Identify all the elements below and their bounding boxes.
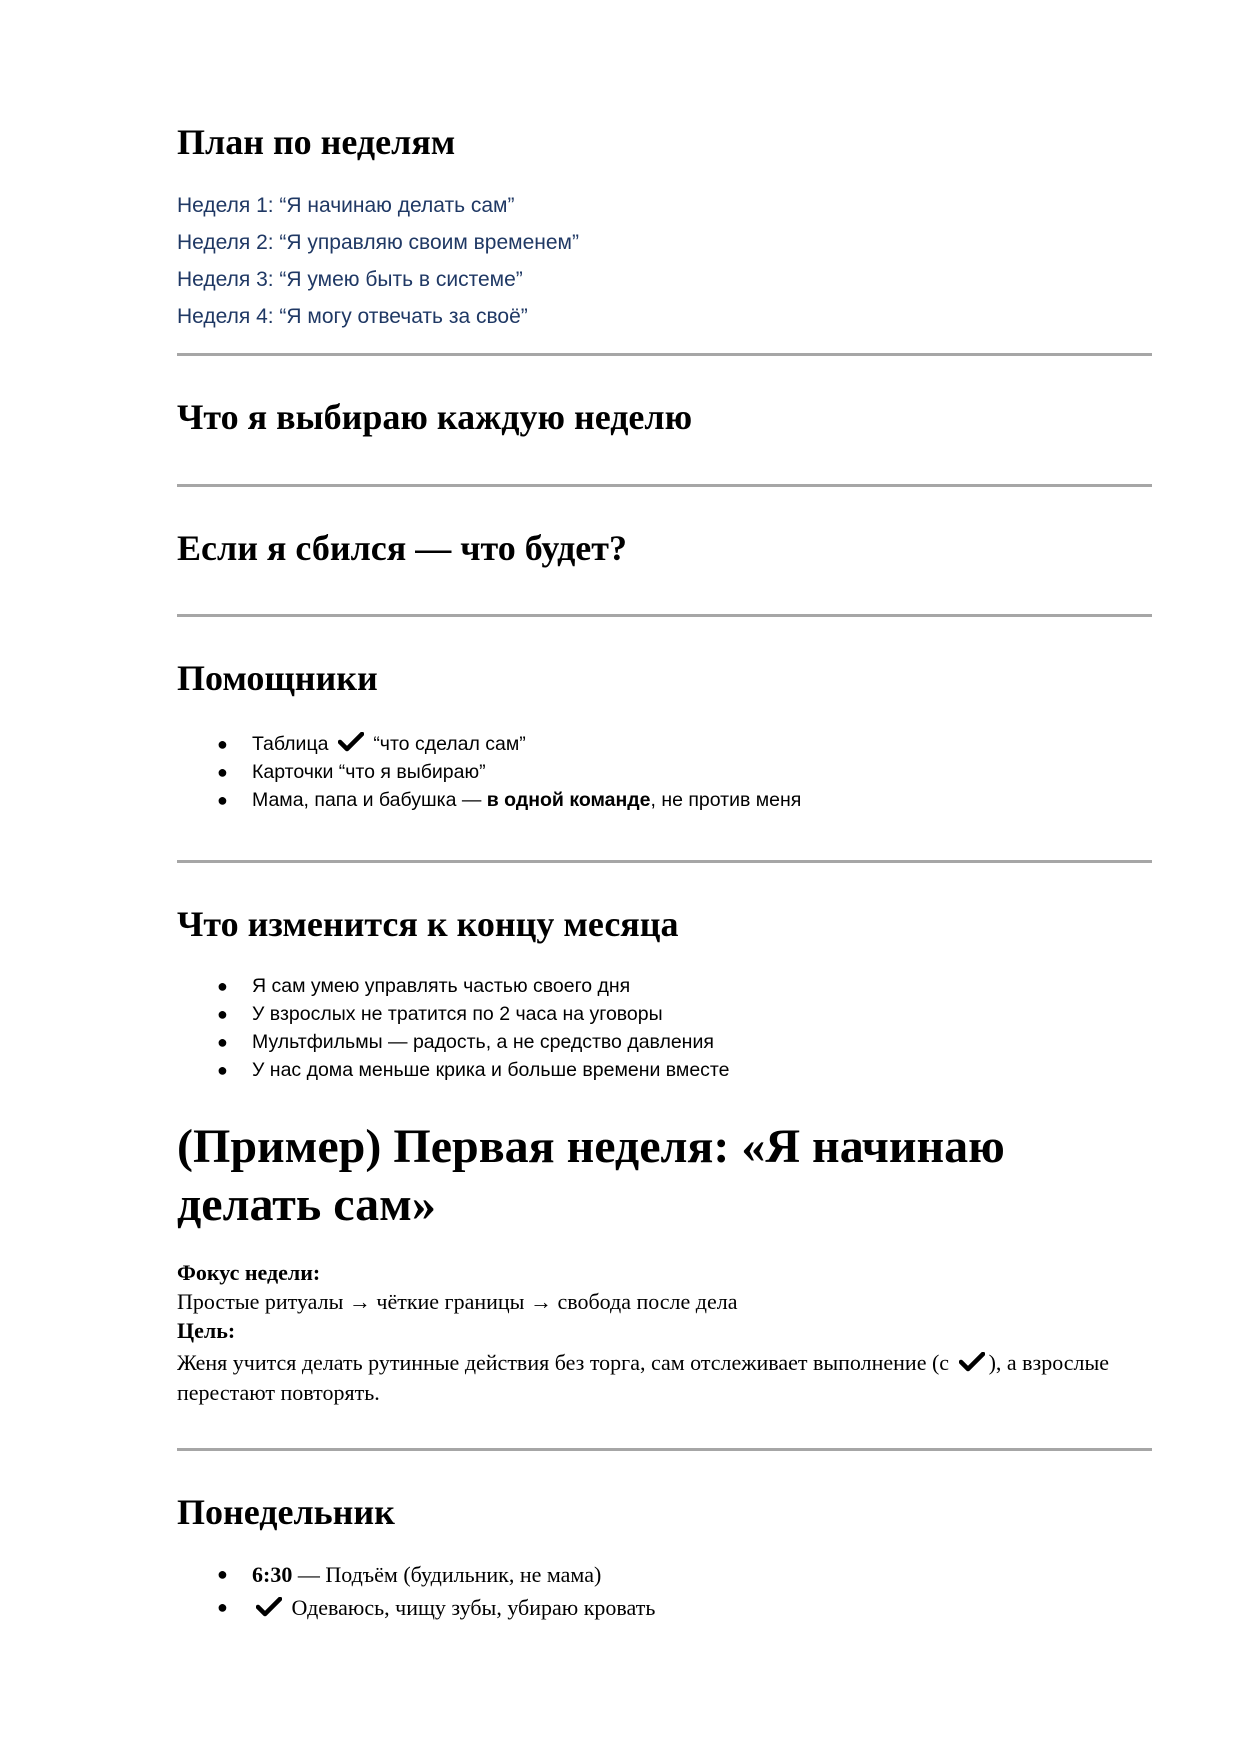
section-title-monday: Понедельник	[177, 1492, 395, 1532]
week-link-2[interactable]: Неделя 2: “Я управляю своим временем”	[177, 231, 579, 254]
checkmark-icon	[256, 1597, 282, 1617]
bullet-dot-icon: ●	[217, 1597, 228, 1617]
bullet-dot-icon: ●	[217, 790, 228, 810]
week-link-4[interactable]: Неделя 4: “Я могу отвечать за своё”	[177, 305, 528, 328]
focus-text: Простые ритуалы → чёткие границы → свобода после дела	[177, 1289, 738, 1314]
focus-label: Фокус недели:	[177, 1260, 321, 1285]
section-title-helpers: Помощники	[177, 658, 378, 698]
week-link-1[interactable]: Неделя 1: “Я начинаю делать сам”	[177, 194, 515, 217]
bullet-dot-icon: ●	[217, 762, 228, 782]
changes-list	[177, 972, 729, 1084]
list-item: ● Карточки “что я выбираю”	[177, 758, 801, 786]
goal-label: Цель:	[177, 1318, 236, 1343]
bullet-dot-icon: ●	[217, 1032, 228, 1052]
divider	[177, 1448, 1152, 1451]
checkmark-icon	[338, 732, 364, 752]
list-item: ● У взрослых не тратится по 2 часа на уговоры	[177, 1000, 729, 1028]
divider	[177, 614, 1152, 617]
divider	[177, 484, 1152, 487]
list-item: ● Таблица “что сделал сам”	[177, 730, 801, 758]
list-item: ● Одеваюсь, чищу зубы, убираю кровать	[177, 1591, 655, 1624]
section-title-changes: Что изменится к концу месяца	[177, 904, 679, 944]
section-title-plan: План по неделям	[177, 122, 456, 162]
bullet-dot-icon: ●	[217, 1004, 228, 1024]
section-title-choose: Что я выбираю каждую неделю	[177, 397, 693, 437]
divider	[177, 353, 1152, 356]
bullet-dot-icon: ●	[217, 1060, 228, 1080]
bullet-dot-icon: ●	[217, 1564, 228, 1584]
week-link-3[interactable]: Неделя 3: “Я умею быть в системе”	[177, 268, 523, 291]
bullet-dot-icon: ●	[217, 734, 228, 754]
list-item: ● Я сам умею управлять частью своего дня	[177, 972, 729, 1000]
list-item: ● Мультфильмы — радость, а не средство давления	[177, 1028, 729, 1056]
checkmark-icon	[959, 1352, 985, 1372]
bullet-dot-icon: ●	[217, 976, 228, 996]
example-title: (Пример) Первая неделя: «Я начинаю делать сам»	[177, 1120, 1005, 1231]
monday-list	[177, 1558, 655, 1624]
list-item: ● У нас дома меньше крика и больше времени вместе	[177, 1056, 729, 1084]
goal-text: Женя учится делать рутинные действия без торга, сам отслеживает выполнение (с ), а взрослые перестают повторять.	[177, 1350, 1110, 1405]
section-title-slip: Если я сбился — что будет?	[177, 528, 627, 568]
helpers-list	[177, 730, 801, 814]
list-item: ● Мама, папа и бабушка — в одной команде, не против меня	[177, 786, 801, 814]
divider	[177, 860, 1152, 863]
list-item: ● 6:30 — Подъём (будильник, не мама)	[177, 1558, 655, 1591]
